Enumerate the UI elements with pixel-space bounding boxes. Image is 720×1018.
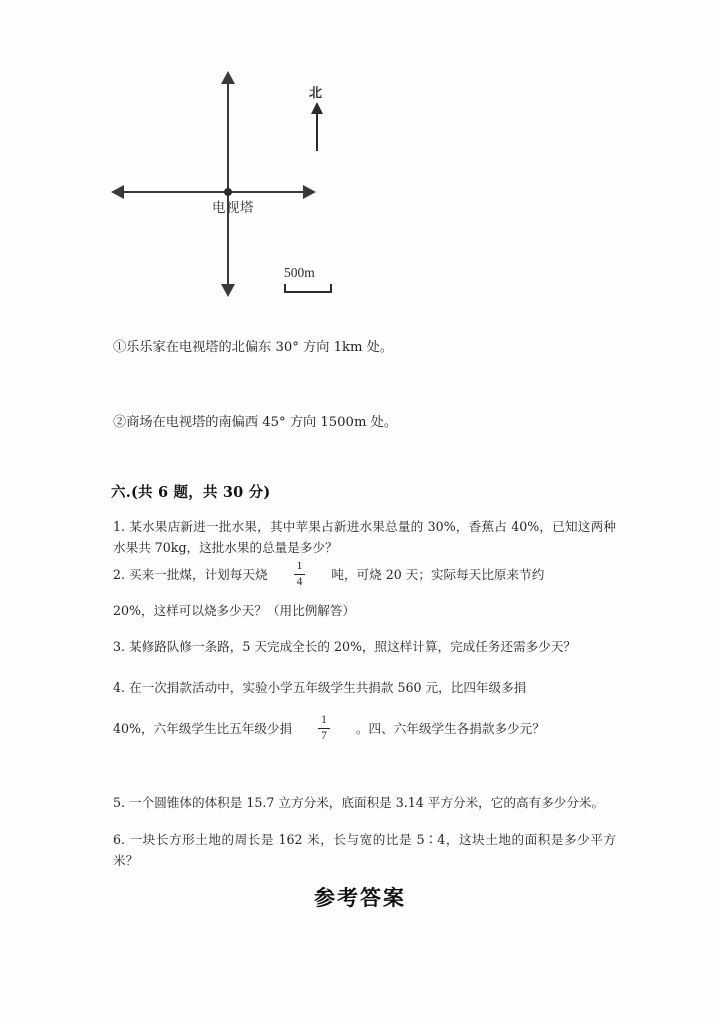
fraction-bar [318, 728, 330, 729]
axis-arrow-right-icon [303, 185, 316, 199]
scale-bar-label: 500m [284, 265, 315, 280]
location-statement-1: ①乐乐家在电视塔的北偏东 30° 方向 1km 处。 [113, 340, 394, 355]
question-5: 5. 一个圆锥体的体积是 15.7 立方分米，底面积是 3.14 平方分米，它的高有多少分米。 [113, 795, 605, 810]
question-1: 1. 某水果店新进一批水果，其中苹果占新进水果总量的 30%，香蕉占 40%，已知这两种水果共 70kg，这批水果的总量是多少？ [113, 519, 616, 555]
fraction-numerator: 1 [296, 560, 303, 572]
location-statement-2: ②商场在电视塔的南偏西 45° 方向 1500m 处。 [113, 415, 398, 430]
question-2-text-before: 2. 买来一批煤，计划每天烧 [113, 567, 268, 583]
fraction-one-seventh [318, 714, 330, 743]
fraction-denominator: 7 [321, 730, 327, 743]
fraction-bar [294, 574, 306, 575]
north-indicator [303, 82, 343, 152]
question-6: 6. 一块长方形土地的周长是 162 米，长与宽的比是 5∶4，这块土地的面积是多少平方米？ [113, 832, 616, 868]
axis-arrow-left-icon [111, 185, 124, 199]
section-heading: 六.(共 6 题，共 30 分) [111, 484, 271, 501]
question-2-line-1 [113, 561, 616, 590]
fraction-denominator: 4 [296, 576, 303, 589]
question-4-text-after: 。四、六年级学生各捐款多少元？ [355, 721, 545, 737]
north-label: 北 [309, 86, 323, 101]
north-arrow-shaft [316, 112, 318, 151]
fraction-one-quarter [294, 560, 306, 589]
tv-tower-label: 电视塔 [212, 200, 254, 216]
answers-section-title: 参考答案 [314, 885, 406, 910]
horizontal-axis-line [123, 191, 307, 193]
question-4-line-2 [113, 715, 616, 744]
axis-arrow-down-icon [221, 284, 235, 297]
question-2-line-2: 20%，这样可以烧多少天？（用比例解答） [113, 603, 356, 618]
origin-point-marker [224, 188, 232, 196]
vertical-axis-line [227, 82, 229, 286]
map-scale-bar [282, 265, 346, 303]
question-2-text-after: 吨，可烧 20 天；实际每天比原来节约 [331, 567, 545, 583]
question-4-line-1: 4. 在一次捐款活动中，实验小学五年级学生共捐款 560 元，比四年级多捐 [113, 680, 527, 695]
question-4-text-before: 40%，六年级学生比五年级少捐 [113, 721, 293, 737]
scale-bar-line [284, 291, 332, 293]
fraction-numerator: 1 [321, 714, 327, 726]
direction-map-diagram [100, 60, 400, 310]
axis-arrow-up-icon [221, 71, 235, 84]
question-3: 3. 某修路队修一条路，5 天完成全长的 20%，照这样计算，完成任务还需多少天？ [113, 639, 577, 654]
